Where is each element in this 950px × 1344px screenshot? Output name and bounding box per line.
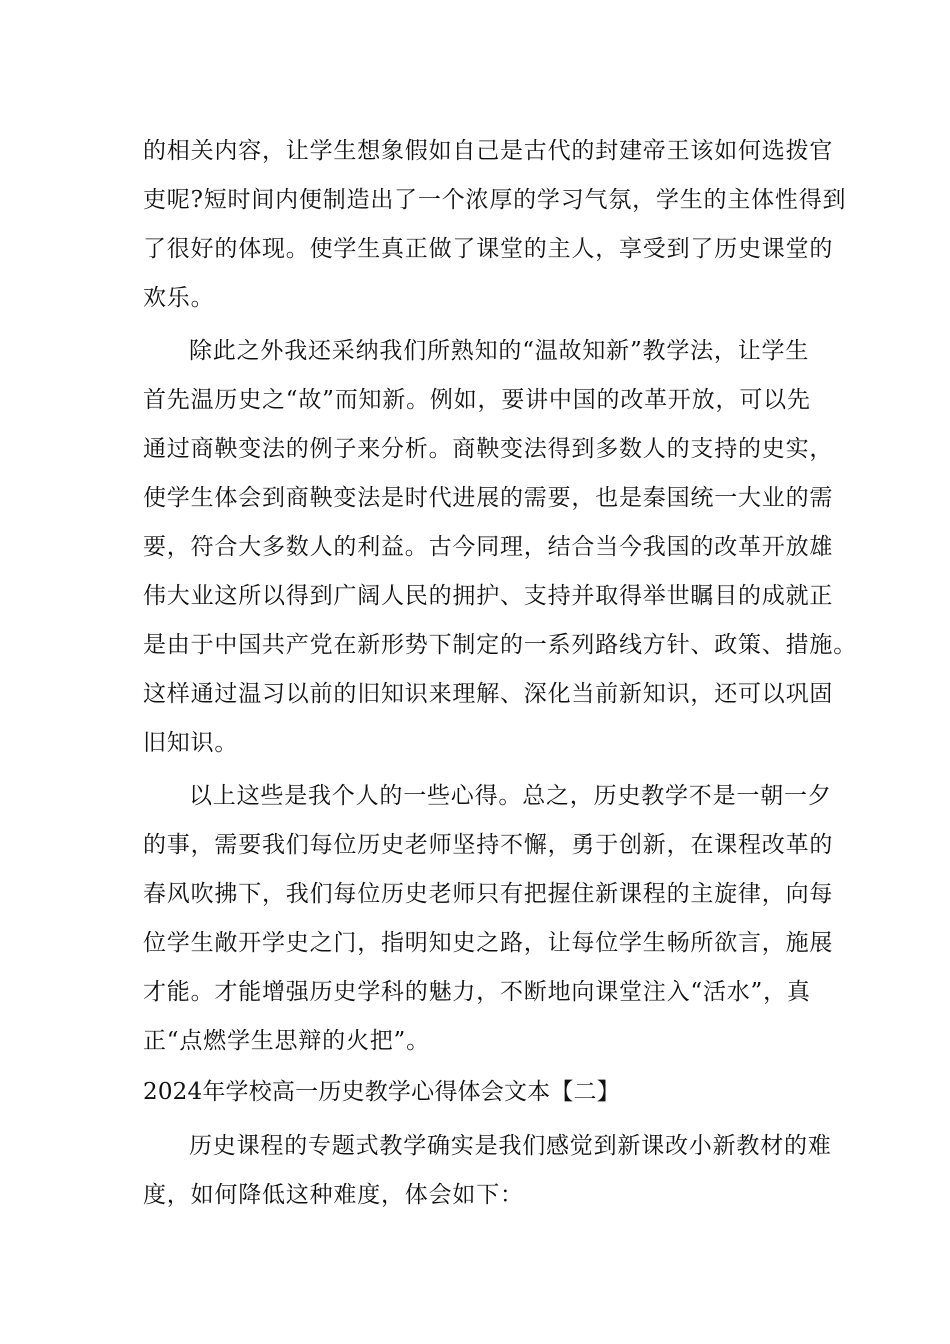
text-line: 的相关内容，让学生想象假如自己是古代的封建帝王该如何选拨官 (143, 138, 834, 164)
text-line: 欢乐。 (143, 285, 215, 311)
text-line: 除此之外我还采纳我们所熟知的“温故知新”教学法，让学生 (189, 338, 810, 364)
text-line: 才能。才能增强历史学科的魅力，不断地向课堂注入“活水”，真 (143, 979, 811, 1005)
text-line: 吏呢?短时间内便制造出了一个浓厚的学习气氛，学生的主体性得到 (143, 187, 847, 213)
text-line: 正“点燃学生思辩的火把”。 (143, 1028, 430, 1054)
text-line: 通过商鞅变法的例子来分析。商鞅变法得到多数人的支持的史实， (143, 436, 834, 462)
text-line: 历史课程的专题式教学确实是我们感觉到新课改小新教材的难 (189, 1133, 832, 1159)
text-line: 首先温历史之“故”而知新。例如，要讲中国的改革开放，可以先 (143, 387, 811, 413)
text-line: 是由于中国共产党在新形势下制定的一系列路线方针、政策、措施。 (143, 632, 857, 658)
text-line: 度，如何降低这种难度，体会如下： (143, 1182, 524, 1208)
text-line: 要，符合大多数人的利益。古今同理，结合当今我国的改革开放雄 (143, 534, 834, 560)
text-line: 伟大业这所以得到广阔人民的拥护、支持并取得举世瞩目的成就正 (143, 583, 834, 609)
text-line: 的事，需要我们每位历史老师坚持不懈，勇于创新，在课程改革的 (143, 832, 834, 858)
text-line: 使学生体会到商鞅变法是时代进展的需要，也是秦国统一大业的需 (143, 485, 834, 511)
text-line: 这样通过温习以前的旧知识来理解、深化当前新知识，还可以巩固 (143, 681, 834, 707)
text-line: 了很好的体现。使学生真正做了课堂的主人，享受到了历史课堂的 (143, 236, 834, 262)
text-line: 旧知识。 (143, 730, 239, 756)
section-heading: 2024年学校高一历史教学心得体会文本【二】 (143, 1079, 620, 1105)
text-line: 春风吹拂下，我们每位历史老师只有把握住新课程的主旋律，向每 (143, 881, 834, 907)
text-line: 以上这些是我个人的一些心得。总之，历史教学不是一朝一夕 (189, 783, 832, 809)
text-line: 位学生敞开学史之门，指明知史之路，让每位学生畅所欲言，施展 (143, 930, 834, 956)
